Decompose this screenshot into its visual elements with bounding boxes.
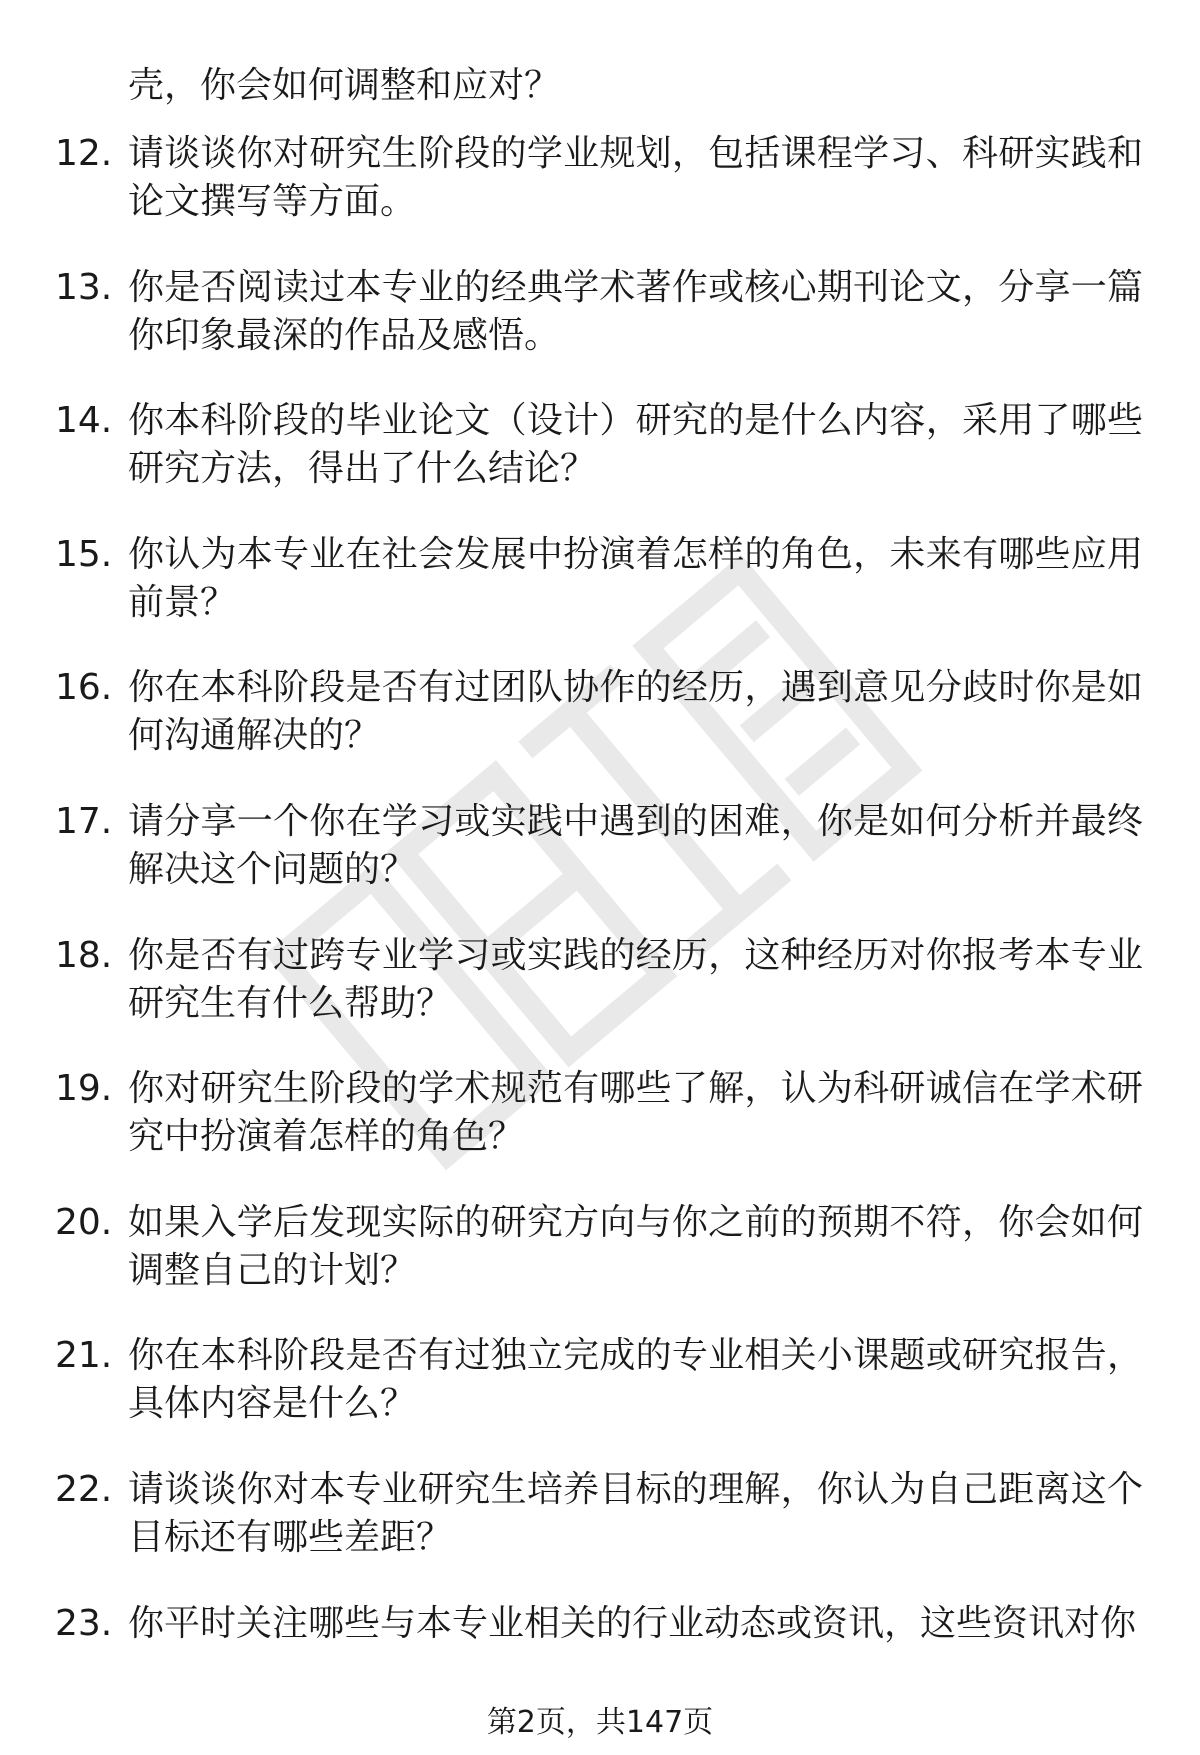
page-footer bbox=[0, 1705, 1200, 1741]
question-number: 22. bbox=[55, 1468, 113, 1510]
question-number: 16. bbox=[55, 667, 113, 709]
question-number: 19. bbox=[55, 1068, 113, 1110]
question-number: 12. bbox=[55, 133, 113, 174]
question-text: 你是否阅读过本专业的经典学术著作或核心期刊论文，分享一篇你印象最深的作品及感悟。 bbox=[128, 266, 1143, 356]
question-number: 17. bbox=[55, 800, 113, 842]
question-item bbox=[0, 130, 1200, 226]
question-text: 请分享一个你在学习或实践中遇到的困难，你是如何分析并最终解决这个问题的？ bbox=[128, 800, 1143, 890]
question-text: 你在本科阶段是否有过团队协作的经历，遇到意见分歧时你是如何沟通解决的？ bbox=[128, 667, 1143, 757]
question-number: 21. bbox=[55, 1335, 113, 1377]
question-text: 请谈谈你对研究生阶段的学业规划，包括课程学习、科研实践和论文撰写等方面。 bbox=[128, 133, 1143, 222]
question-item bbox=[0, 1600, 1200, 1696]
question-number: 20. bbox=[55, 1201, 113, 1243]
question-item bbox=[0, 531, 1200, 627]
question-text: 你对研究生阶段的学术规范有哪些了解，认为科研诚信在学术研究中扮演着怎样的角色？ bbox=[128, 1068, 1143, 1158]
question-text: 你平时关注哪些与本专业相关的行业动态或资讯，这些资讯对你 bbox=[128, 1602, 1137, 1644]
question-number: 13. bbox=[55, 266, 113, 308]
continuation-text: 壳，你会如何调整和应对？ bbox=[128, 65, 561, 106]
question-item bbox=[0, 264, 1200, 360]
question-item bbox=[0, 932, 1200, 1028]
question-text: 你认为本专业在社会发展中扮演着怎样的角色，未来有哪些应用前景？ bbox=[128, 533, 1143, 623]
question-list bbox=[0, 130, 1200, 1733]
question-number: 23. bbox=[55, 1602, 113, 1644]
question-text: 你在本科阶段是否有过独立完成的专业相关小课题或研究报告，具体内容是什么？ bbox=[128, 1335, 1143, 1425]
question-number: 18. bbox=[55, 934, 113, 976]
question-text: 你是否有过跨专业学习或实践的经历，这种经历对你报考本专业研究生有什么帮助？ bbox=[128, 934, 1143, 1024]
question-item bbox=[0, 798, 1200, 894]
question-text: 请谈谈你对本专业研究生培养目标的理解，你认为自己距离这个目标还有哪些差距？ bbox=[128, 1468, 1143, 1558]
question-number: 14. bbox=[55, 400, 113, 442]
question-number: 15. bbox=[55, 533, 113, 575]
question-item bbox=[0, 1199, 1200, 1295]
question-text: 如果入学后发现实际的研究方向与你之前的预期不符，你会如何调整自己的计划？ bbox=[128, 1201, 1143, 1291]
question-item bbox=[0, 1332, 1200, 1428]
page-number-label: 第2页，共147页 bbox=[486, 1705, 714, 1740]
question-item bbox=[0, 1466, 1200, 1562]
question-item bbox=[0, 1065, 1200, 1161]
question-item bbox=[0, 664, 1200, 760]
question-item bbox=[0, 397, 1200, 493]
question-text: 你本科阶段的毕业论文（设计）研究的是什么内容，采用了哪些研究方法，得出了什么结论？ bbox=[128, 400, 1143, 490]
